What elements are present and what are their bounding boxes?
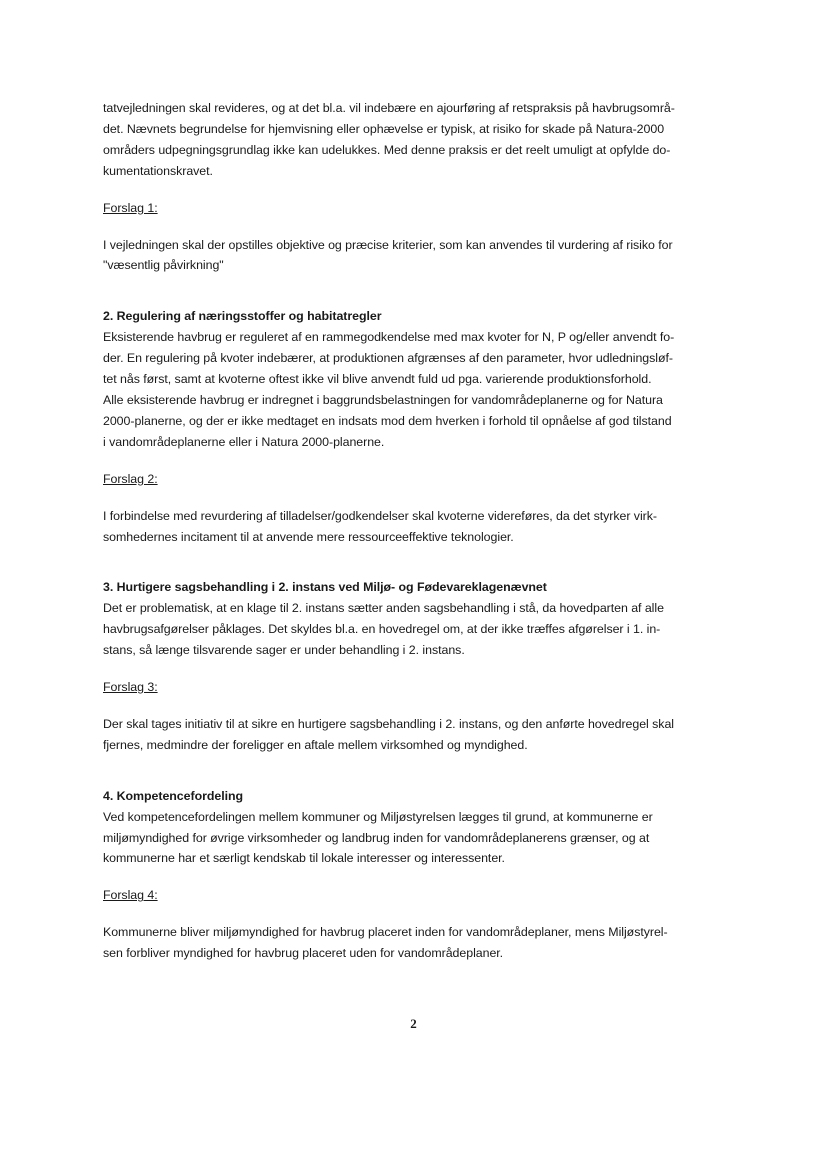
section-4-heading: 4. Kompetencefordeling bbox=[103, 788, 244, 803]
text-line: Det er problematisk, at en klage til 2. instans sætter anden sagsbehandling i stå, da hovedparten af alle bbox=[103, 601, 664, 616]
text-line: kommunerne har et særligt kendskab til lokale interesser og interessenter. bbox=[103, 851, 505, 866]
text-line: Eksisterende havbrug er reguleret af en rammegodkendelse med max kvoter for N, P og/eller anvendt fo- bbox=[103, 330, 675, 345]
text-line: miljømyndighed for øvrige virksomheder og landbrug inden for vandområdeplanerens grænser, og at bbox=[103, 830, 650, 845]
text-line: tatvejledningen skal revideres, og at det bl.a. vil indebære en ajourføring af retspraksis på havbrugsområ- bbox=[103, 101, 675, 115]
text-line: i vandområdeplanerne eller i Natura 2000-planerne. bbox=[103, 434, 385, 449]
text-line: havbrugsafgørelser påklages. Det skyldes bl.a. en hovedregel om, at der ikke træffes afgørelser i 1. in- bbox=[103, 622, 661, 637]
text-line: Der skal tages initiativ til at sikre en hurtigere sagsbehandling i 2. instans, og den anførte hovedregel skal bbox=[103, 716, 674, 731]
text-line: somhedernes incitament til at anvende mere ressourceeffektive teknologier. bbox=[103, 529, 514, 544]
text-line: der. En regulering på kvoter indebærer, at produktionen afgrænses af den parameter, hvor udledningsløf- bbox=[103, 351, 673, 366]
text-line: I forbindelse med revurdering af tilladelser/godkendelser skal kvoterne videreføres, da det styrker virk- bbox=[103, 508, 657, 523]
text-line: "væsentlig påvirkning" bbox=[103, 258, 224, 273]
document-page bbox=[103, 98, 725, 964]
forslag-2-label: Forslag 2: bbox=[103, 471, 158, 486]
section-4-text bbox=[103, 807, 725, 870]
text-line: Alle eksisterende havbrug er indregnet i baggrundsbelastningen for vandområdeplanerne og for Natura bbox=[103, 392, 663, 407]
text-line: tet nås først, samt at kvoterne oftest ikke vil blive anvendt fuld ud pga. varierende produktionsforhold. bbox=[103, 372, 652, 387]
section-2-heading: 2. Regulering af næringsstoffer og habitatregler bbox=[103, 309, 382, 324]
text-line: fjernes, medmindre der foreligger en aftale mellem virksomhed og myndighed. bbox=[103, 737, 528, 752]
text-line: 2000-planerne, og der er ikke medtaget en indsats mod dem hverken i forhold til opnåelse af god tilstand bbox=[103, 413, 672, 428]
text-line: Ved kompetencefordelingen mellem kommuner og Miljøstyrelsen lægges til grund, at kommunerne er bbox=[103, 809, 653, 824]
text-line: stans, så længe tilsvarende sager er under behandling i 2. instans. bbox=[103, 643, 465, 658]
page-number: 2 bbox=[410, 1016, 417, 1031]
section-3-heading: 3. Hurtigere sagsbehandling i 2. instans ved Miljø- og Fødevareklagenævnet bbox=[103, 580, 547, 595]
text-line: I vejledningen skal der opstilles objektive og præcise kriterier, som kan anvendes til vurdering af risiko for bbox=[103, 237, 673, 252]
section-2-text bbox=[103, 327, 725, 452]
section-3-text bbox=[103, 598, 725, 661]
forslag-3-label: Forslag 3: bbox=[103, 680, 158, 695]
text-line: det. Nævnets begrundelse for hjemvisning eller ophævelse er typisk, at risiko for skade på Natura-2000 bbox=[103, 121, 665, 136]
text-line: sen forbliver myndighed for havbrug placeret uden for vandområdeplaner. bbox=[103, 946, 504, 961]
intro-paragraph bbox=[103, 98, 725, 182]
forslag-4-text bbox=[103, 922, 725, 964]
forslag-3-text bbox=[103, 714, 725, 756]
forslag-2-text bbox=[103, 506, 725, 548]
text-line: kumentationskravet. bbox=[103, 163, 213, 178]
text-line: Kommunerne bliver miljømyndighed for havbrug placeret inden for vandområdeplaner, mens Miljøstyrel- bbox=[103, 925, 668, 940]
text-line: områders udpegningsgrundlag ikke kan udelukkes. Med denne praksis er det reelt umuligt at opfylde do- bbox=[103, 142, 671, 157]
forslag-4-label: Forslag 4: bbox=[103, 888, 158, 903]
forslag-1-label: Forslag 1: bbox=[103, 200, 158, 215]
forslag-1-text bbox=[103, 235, 725, 277]
